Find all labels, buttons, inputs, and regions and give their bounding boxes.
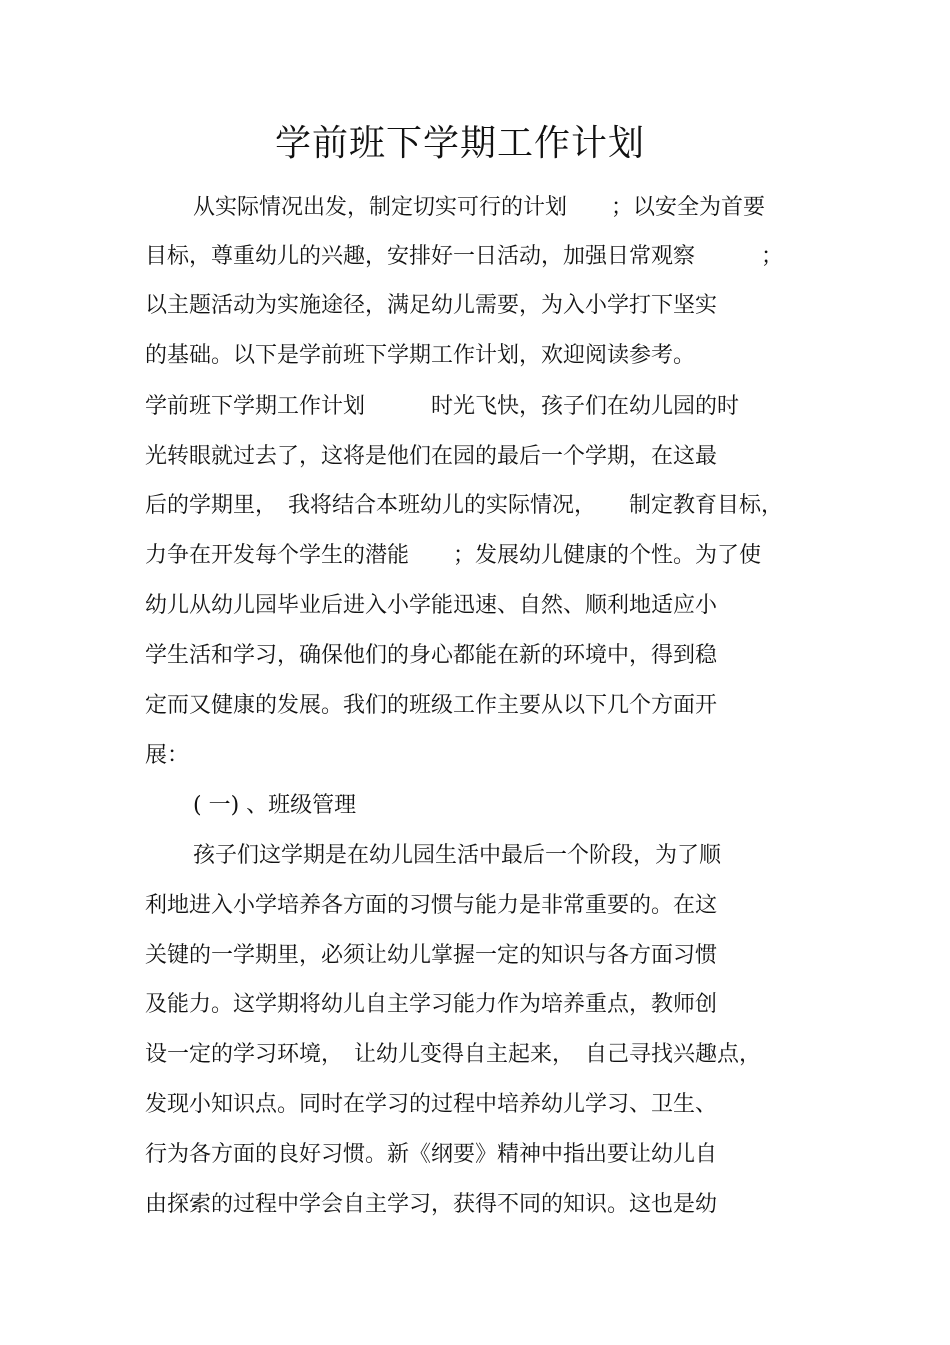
body-line: 行为各方面的良好习惯。新《纲要》精神中指出要让幼儿自: [145, 1142, 718, 1167]
section-heading: ( 一) 、班级管理: [193, 793, 357, 818]
body-line: 目标，尊重幼儿的兴趣，安排好一日活动，加强日常观察 ；: [145, 244, 784, 269]
document-title: 学前班下学期工作计划: [274, 123, 645, 164]
body-line: 光转眼就过去了，这将是他们在园的最后一个学期，在这最: [145, 444, 718, 469]
body-line: 力争在开发每个学生的潜能 ；发展幼儿健康的个性。为了使: [145, 543, 762, 568]
body-line: 幼儿从幼儿园毕业后进入小学能迅速、自然、顺利地适应小: [145, 593, 718, 618]
body-line: 学前班下学期工作计划 时光飞快，孩子们在幼儿园的时: [145, 394, 740, 419]
body-line: 利地进入小学培养各方面的习惯与能力是非常重要的。在这: [145, 893, 718, 918]
body-line: 学生活和学习，确保他们的身心都能在新的环境中，得到稳: [145, 643, 718, 668]
body-line: 从实际情况出发，制定切实可行的计划 ；以安全为首要: [193, 195, 766, 220]
body-line: 以主题活动为实施途径，满足幼儿需要，为入小学打下坚实: [145, 293, 718, 318]
body-line: 后的学期里， 我将结合本班幼儿的实际情况， 制定教育目标，: [145, 493, 784, 518]
body-line: 孩子们这学期是在幼儿园生活中最后一个阶段，为了顺: [193, 843, 722, 868]
body-line: 及能力。这学期将幼儿自主学习能力作为培养重点，教师创: [145, 992, 718, 1017]
body-line: 展：: [145, 743, 190, 768]
body-line: 发现小知识点。同时在学习的过程中培养幼儿学习、卫生、: [145, 1092, 718, 1117]
body-line: 定而又健康的发展。我们的班级工作主要从以下几个方面开: [145, 693, 718, 718]
body-line: 设一定的学习环境， 让幼儿变得自主起来， 自己寻找兴趣点，: [145, 1042, 762, 1067]
body-line: 的基础。以下是学前班下学期工作计划，欢迎阅读参考。: [145, 343, 696, 368]
body-line: 由探索的过程中学会自主学习，获得不同的知识。这也是幼: [145, 1192, 718, 1217]
body-line: 关键的一学期里，必须让幼儿掌握一定的知识与各方面习惯: [145, 943, 718, 968]
